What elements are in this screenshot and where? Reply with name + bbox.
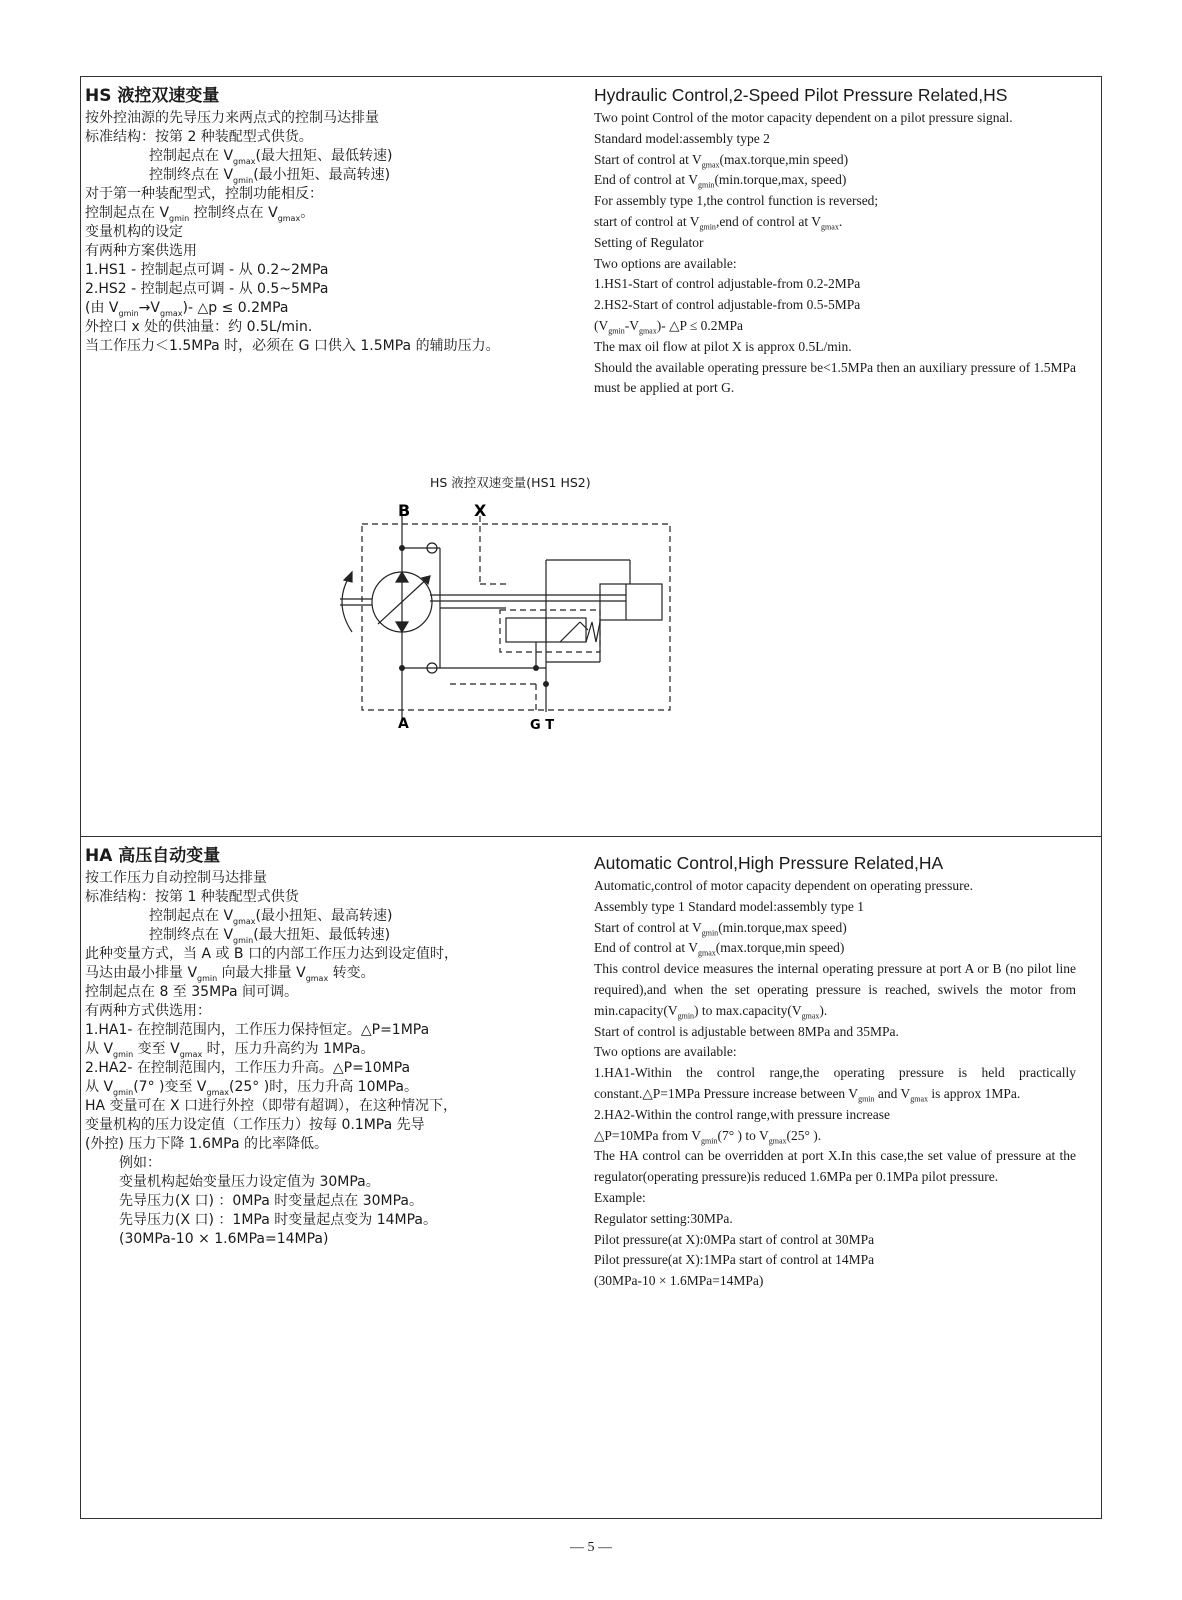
ha-zh-line: 2.HA2- 在控制范围内，工作压力升高。△P=10MPa bbox=[85, 1060, 411, 1076]
ha-zh-line: 此种变量方式，当 A 或 B 口的内部工作压力达到设定值时， bbox=[85, 946, 458, 962]
hs-en-line: The max oil flow at pilot X is approx 0.5L/min. bbox=[594, 338, 852, 354]
port-label-b: B bbox=[398, 501, 411, 520]
hs-zh-line: 控制终点在 $V_{gmin}$(最小扭矩、最高转速) bbox=[149, 167, 391, 185]
hydraulic-schematic bbox=[330, 472, 700, 772]
ha-en-line: (30MPa-10 × 1.6MPa=14MPa) bbox=[594, 1273, 764, 1289]
valve-block-a bbox=[506, 618, 546, 642]
ha-en-paragraph: 1.HA1-Within the control range,the operating pressure is held practically constant.△P=1MPa Pressure increase between $V_{gmin}$ and $V_{gmax}$ is approx 1MPa. bbox=[594, 1065, 1076, 1104]
hs-en-title: Hydraulic Control,2-Speed Pilot Pressure Related,HS bbox=[594, 85, 1008, 105]
ha-zh-line: HA 变量可在 X 口进行外控（即带有超调），在这种情况下， bbox=[85, 1098, 458, 1114]
hs-en-column bbox=[594, 84, 1076, 399]
page-number: — 5 — bbox=[570, 1540, 612, 1555]
ha-zh-line: 变量机构起始变量压力设定值为 30MPa。 bbox=[119, 1174, 380, 1190]
hs-en-line: $(V_{gmin}-V_{gmax})-$ △P ≤ 0.2MPa bbox=[594, 317, 744, 336]
diagram-title: HS 液控双速变量(HS1 HS2) bbox=[430, 475, 591, 490]
hs-zh-line: 有两种方案供选用 bbox=[85, 243, 197, 259]
hs-zh-line: 2.HS2 - 控制起点可调 - 从 0.5~5MPa bbox=[85, 281, 329, 297]
ha-zh-column bbox=[85, 846, 580, 1249]
ha-zh-line: 有两种方式供选用： bbox=[85, 1003, 211, 1019]
ha-zh-line: (30MPa-10 × 1.6MPa=14MPa) bbox=[119, 1231, 329, 1247]
ha-en-line: Example: bbox=[594, 1189, 646, 1205]
ha-zh-line: 先导压力(X 口) ：1MPa 时变量起点变为 14MPa。 bbox=[119, 1212, 437, 1228]
ha-en-line: Two options are available: bbox=[594, 1044, 737, 1060]
hs-zh-line: 对于第一种装配型式，控制功能相反： bbox=[85, 186, 323, 202]
pilot-dashed-box bbox=[500, 610, 600, 652]
ha-zh-line: (外控) 压力下降 1.6MPa 的比率降低。 bbox=[85, 1136, 329, 1152]
ha-en-line: Pilot pressure(at X):0MPa start of control at 30MPa bbox=[594, 1231, 875, 1247]
housing-outline bbox=[362, 524, 670, 710]
hs-zh-line: 变量机构的设定 bbox=[85, 224, 183, 240]
ha-en-line: 2.HA2-Within the control range,with pressure increase bbox=[594, 1106, 890, 1122]
hs-en-line: Start of control at $V_{gmax}(\max.torque,\min$ speed) bbox=[594, 151, 849, 170]
hs-en-paragraph: Should the available operating pressure be<1.5MPa then an auxiliary pressure of 1.5MPa must be applied at port G. bbox=[594, 359, 1076, 396]
ha-zh-line: 控制起点在 8 至 35MPa 间可调。 bbox=[85, 984, 298, 1000]
ha-zh-line: 按工作压力自动控制马达排量 bbox=[85, 870, 267, 886]
hs-en-line: Setting of Regulator bbox=[594, 234, 704, 250]
hs-zh-line: 按外控油源的先导压力来两点式的控制马达排量 bbox=[85, 110, 379, 126]
ha-zh-line: 先导压力(X 口) ：0MPa 时变量起点在 30MPa。 bbox=[119, 1193, 423, 1209]
ha-en-line: Start of control at $V_{gmin}(\min.torque,\max$ speed) bbox=[594, 919, 847, 938]
hs-en-paragraph: Two point Control of the motor capacity dependent on a pilot pressure signal. bbox=[594, 110, 1013, 125]
port-label-x: X bbox=[474, 501, 487, 520]
ha-zh-line: 1.HA1- 在控制范围内，工作压力保持恒定。△P=1MPa bbox=[85, 1022, 430, 1038]
hs-zh-line: 外控口 x 处的供油量：约 0.5L/min. bbox=[85, 319, 313, 335]
hs-zh-line: (由 $V_{gmin}\to V_{gmax})-$ △p ≤ 0.2MPa bbox=[85, 300, 289, 318]
ha-en-line: △P=10MPa from $V_{gmin}(7^\circ$ ) to $V_{gmax}(25^\circ$ ). bbox=[594, 1127, 822, 1146]
ha-zh-line: 控制终点在 $V_{gmin}$(最大扭矩、最低转速) bbox=[149, 927, 391, 945]
motor-swash bbox=[378, 576, 430, 624]
ha-zh-line: 从 $V_{gmin}(7^\circ$ )变至 $V_{gmax}(25^\circ$ )时，压力升高 10MPa。 bbox=[85, 1079, 418, 1097]
motor-triangle-bottom bbox=[396, 622, 408, 632]
hs-en-line: 1.HS1-Start of control adjustable-from 0.2-2MPa bbox=[594, 276, 861, 292]
hs-en-line: Two options are available: bbox=[594, 255, 737, 271]
ha-zh-line: 例如： bbox=[119, 1155, 161, 1171]
hs-zh-line: 1.HS1 - 控制起点可调 - 从 0.2~2MPa bbox=[85, 262, 329, 278]
rotation-arrowhead bbox=[344, 572, 352, 582]
ha-en-line: Regulator setting:30MPa. bbox=[594, 1210, 733, 1226]
hs-en-line: For assembly type 1,the control function is reversed; bbox=[594, 193, 879, 209]
hs-zh-line: 当工作压力＜1.5MPa 时，必须在 G 口供入 1.5MPa 的辅助压力。 bbox=[85, 338, 500, 354]
valve-block-b bbox=[546, 618, 586, 642]
spring bbox=[586, 622, 600, 642]
ha-en-paragraph: The HA control can be overridden at port X.In this case,the set value of pressure at the regulator(operating pressure)is reduced 1.6MPa per 0.1MPa pilot pressure. bbox=[594, 1148, 1076, 1185]
ha-en-line: Automatic,control of motor capacity dependent on operating pressure. bbox=[594, 878, 974, 893]
hs-en-line: start of control at $V_{gmin},end$ of control at $V_{gmax}$. bbox=[594, 213, 843, 232]
hs-zh-column bbox=[85, 86, 575, 356]
motor-triangle-top bbox=[396, 572, 408, 582]
port-label-gt: G T bbox=[530, 718, 555, 733]
ha-en-title: Automatic Control,High Pressure Related,HA bbox=[594, 853, 944, 873]
hs-zh-line: 控制起点在 $V_{gmax}$(最大扭矩、最低转速) bbox=[149, 148, 393, 166]
ha-en-paragraph: This control device measures the internal operating pressure at port A or B (no pilot line required),and when the set operating pressure is reached, swivels the motor from $\min.capacity(V_{gmin})$ to $\max.capacity(V_{gmax})$. bbox=[594, 961, 1076, 1021]
ha-en-line: Assembly type 1 Standard model:assembly type 1 bbox=[594, 898, 864, 914]
hs-zh-title: HS 液控双速变量 bbox=[85, 86, 220, 106]
port-label-a: A bbox=[398, 716, 409, 732]
cylinder bbox=[600, 584, 662, 620]
ha-zh-line: 标准结构：按第 1 种装配型式供货 bbox=[85, 889, 299, 905]
hs-zh-line: 控制起点在 $V_{gmin}$ 控制终点在 $V_{gmax}$。 bbox=[85, 205, 315, 223]
ha-en-line: Start of control is adjustable between 8MPa and 35MPa. bbox=[594, 1023, 899, 1039]
hs-en-line: Standard model:assembly type 2 bbox=[594, 130, 770, 146]
hs-en-line: End of control at $V_{gmin}(\min.torque,\max$, speed) bbox=[594, 172, 847, 191]
ha-en-line: Pilot pressure(at X):1MPa start of control at 14MPa bbox=[594, 1252, 875, 1268]
ha-en-line: End of control at $V_{gmax}(\max.torque,\min$ speed) bbox=[594, 940, 845, 959]
hs-zh-line: 标准结构：按第 2 种装配型式供货。 bbox=[85, 129, 313, 145]
ha-en-column bbox=[594, 852, 1076, 1292]
ha-zh-line: 从 $V_{gmin}$ 变至 $V_{gmax}$ 时，压力升高约为 1MPa。 bbox=[85, 1041, 375, 1059]
ha-zh-line: 控制起点在 $V_{gmax}$(最小扭矩、最高转速) bbox=[149, 908, 393, 926]
ha-zh-line: 马达由最小排量 $V_{gmin}$ 向最大排量 $V_{gmax}$ 转变。 bbox=[85, 965, 375, 983]
ha-zh-line: 变量机构的压力设定值（工作压力）按每 0.1MPa 先导 bbox=[85, 1117, 425, 1133]
section-divider bbox=[80, 836, 1102, 837]
ha-zh-title: HA 高压自动变量 bbox=[85, 846, 221, 866]
hs-en-line: 2.HS2-Start of control adjustable-from 0.5-5MPa bbox=[594, 297, 861, 313]
